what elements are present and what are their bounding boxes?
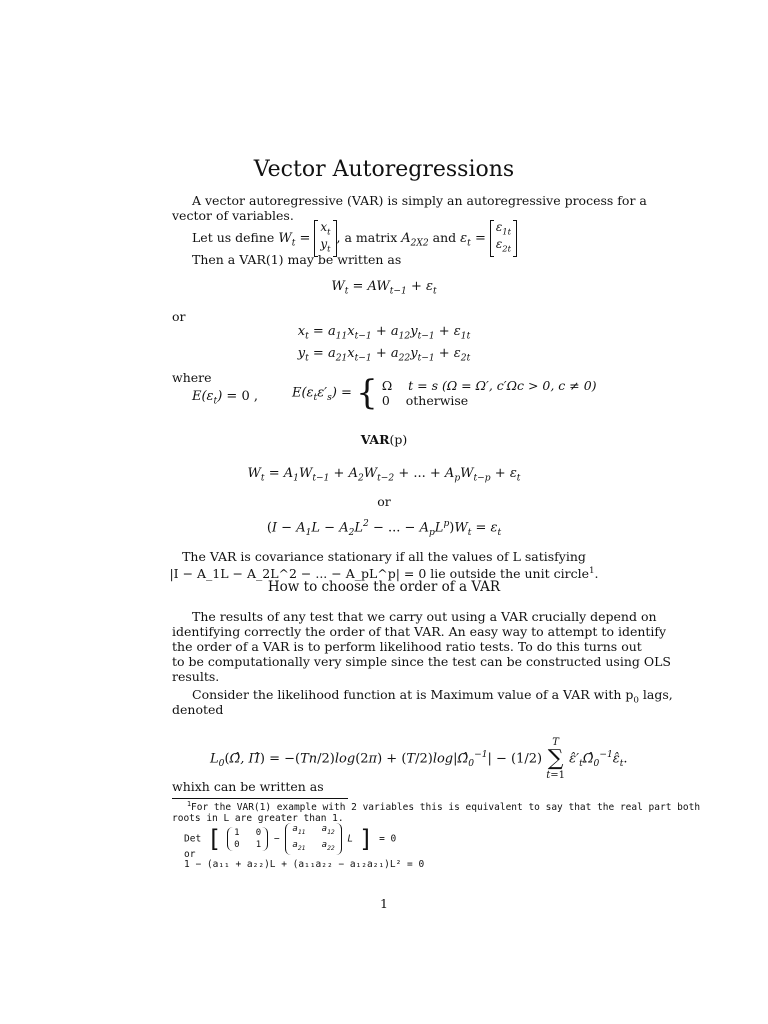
page-title: Vector Autoregressions [253, 157, 515, 182]
eq-x: $x_t = a_{11}x_{t-1} + a_{12}y_{t-1} + \varepsilon_{1t}$ [297, 324, 471, 342]
eq-var1: $W_t = AW_{t-1} + \varepsilon_t$ [331, 279, 437, 297]
intro-line-1: A vector autoregressive (VAR) is simply an autoregressive process for a [192, 193, 647, 208]
results-line-3: the order of a VAR is to perform likelihood ratio tests. To do this turns out [172, 639, 642, 654]
varp-heading: VAR(p) [360, 432, 408, 447]
eq-expectation: $E(\varepsilon_t) = 0$ , [192, 389, 258, 407]
eq-y: $y_t = a_{21}x_{t-1} + a_{22}y_{t-1} + \varepsilon_{2t}$ [297, 346, 471, 364]
results-line-5: results. [172, 669, 220, 684]
or-text-1: or [172, 309, 186, 324]
define-line: Let us define $W_t = x_t$ $y_t$, a matrix $A_{2X2}$ and $\varepsilon_t = \varepsilon_{1t}$ $\varepsilon_{2t}$ [192, 221, 517, 258]
results-line-4: to be computationally very simple since the test can be constructed using OLS [172, 654, 671, 669]
consider-line-2: denoted [172, 702, 224, 717]
page-number: 1 [380, 896, 388, 911]
intro-line-2: vector of variables. [172, 208, 294, 223]
eq-varp: $W_t = A_1W_{t-1} + A_2W_{t-2}$ + ... + $A_pW_{t-p} + \varepsilon_t$ [247, 466, 521, 484]
footnote-line-2: roots in L are greater than 1. [172, 813, 344, 824]
stationary-line-1: The VAR is covariance stationary if all the values of L satisfying [182, 549, 586, 564]
footnote-det-equation: Det [ 1 0 0 $1 - a_{11}$ $a_{12}$ $a_{21}$ $a_{22}$ L ] = 0 [184, 824, 397, 853]
footnote-rule [172, 798, 348, 799]
define-and: and [432, 229, 457, 245]
consider-line-1: Consider the likelihood function at is Maximum value of a VAR with $p_0$ lags, [192, 687, 673, 706]
then-text: Then a VAR(1) may be written as [192, 252, 402, 267]
w-vector: $x_t$ $y_t$ [314, 221, 336, 256]
cov-case-1: Ω t = s (Ω = Ω′, c′Ωc > 0, c ≠ 0) [381, 378, 597, 393]
cov-case-2: 0 otherwise [381, 393, 469, 408]
define-mid: , a matrix [336, 229, 398, 245]
eps-vector: $\varepsilon_{1t}$ $\varepsilon_{2t}$ [490, 221, 517, 256]
results-line-1: The results of any test that we carry out using a VAR crucially depend on [192, 609, 657, 624]
footnote-polynomial: 1 − (a₁₁ + a₂₂)L + (a₁₁a₂₂ − a₁₂a₂₁)L² = 0 [184, 859, 425, 870]
or-text-2: or [377, 494, 391, 509]
define-prefix: Let us define [192, 229, 275, 245]
eq-lag-polynomial: ($I - A_1L - A_2L^2$ − ... − $A_pL^p)W_t = \varepsilon_t$ [266, 519, 502, 538]
footnote-line-1: $^1$For the VAR(1) example with 2 variables this is equivalent to say that the real part both [187, 800, 701, 814]
choose-heading: How to choose the order of a VAR [267, 579, 501, 595]
results-line-2: identifying correctly the order of that VAR. An easy way to attempt to identify [172, 624, 667, 639]
stationary-line-2: |I − A_1L − A_2L^2 − ... − A_pL^p| = 0 lie outside the unit circle$^1$. [169, 566, 599, 582]
footnote-or: or [184, 849, 196, 860]
where-text: where [172, 370, 212, 385]
eq-covariance: $E(\varepsilon_t\varepsilon'_s)$ = { Ω t = s (Ω = Ω′, c′Ωc > 0, c ≠ 0) 0 otherwise [292, 373, 597, 413]
eq-likelihood: $L_0(\Omegâ$, Π̂) = $-(Tn/2)\log(2\pi) + (T/2)\log|\Omegâ_0^{-1}| - (1/2)$ T ∑ t=1 $\varepsilon̂'_t\Omegâ_0^{-1}\varepsilon̂_t$. [210, 737, 628, 781]
whixh-text: whixh can be written as [172, 779, 324, 794]
